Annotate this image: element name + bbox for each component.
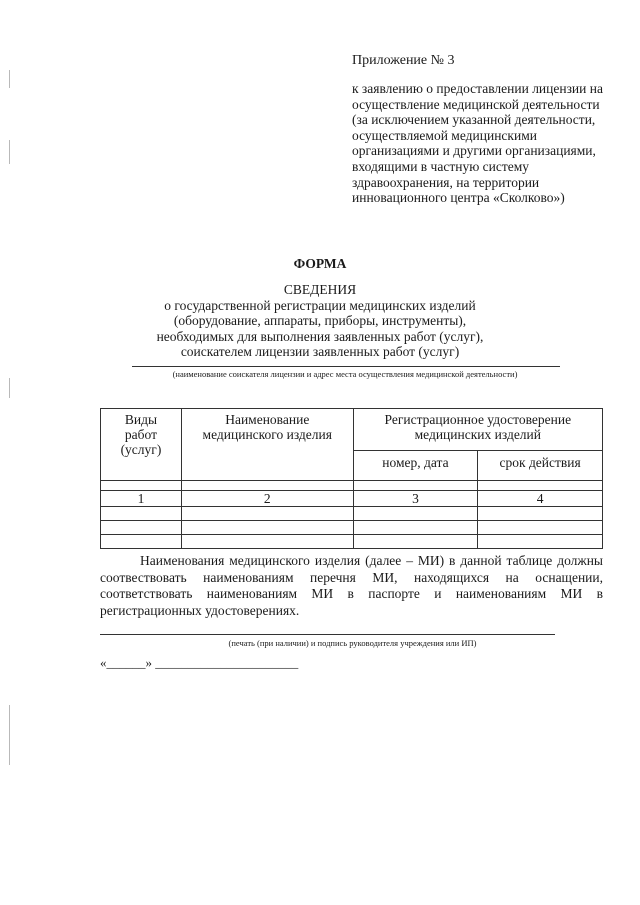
svedeniya-line: о государственной регистрации медицинских изделий [164,297,476,313]
table-cell [181,521,353,535]
col-header-validity: срок действия [478,451,603,481]
svedeniya-block [0,282,640,360]
form-label: ФОРМА [293,256,347,271]
date-line: «______» ______________________ [100,655,299,670]
signature-caption: (печать (при наличии) и подпись руководителя учреждения или ИП) [228,638,477,648]
col-number: 3 [353,491,478,507]
table-cell [101,521,182,535]
col-header-number-date: номер, дата [353,451,478,481]
signature-fill-line [100,634,555,635]
table-cell [353,507,478,521]
col-number: 4 [478,491,603,507]
table-cell [101,507,182,521]
appendix-title: Приложение № 3 [352,53,455,68]
table-cell [353,481,478,491]
svedeniya-line: (оборудование, аппараты, приборы, инструменты), [173,313,467,328]
col-header-registration: Регистрационное удостоверение медицинских изделий [353,409,602,451]
applicant-caption: (наименование соискателя лицензии и адрес места осуществления медицинской деятельности) [172,369,518,379]
col-header-device-name: Наименование медицинского изделия [181,409,353,481]
table-cell [181,481,353,491]
registration-table [100,408,603,549]
table-cell [181,535,353,549]
scan-artifact [9,378,10,398]
intro-paragraph: Наименования медицинского изделия (далее – МИ) в данной таблице должны соотвествовать наименованиям перечня МИ, находящихся на оснащении, соответствовать наименованиям МИ в паспорте и наименованиям МИ в регистрационных удостоверениях. [100,553,603,618]
svedeniya-line: необходимых для выполнения заявленных работ (услуг), [156,328,484,344]
scan-artifact [9,70,10,88]
table-cell [353,535,478,549]
col-header-work-types: Виды работ (услуг) [101,409,182,481]
appendix-body: к заявлению о предоставлении лицензии на осуществление медицинской деятельности (за исключением указанной деятельности, осуществляемой медицинскими организациями и другими организациями, входящими в частную систему здравоохранения, на территории инновационного центра «Сколково») [352,81,603,206]
scan-artifact [9,140,10,164]
col-number: 1 [101,491,182,507]
table-cell [181,507,353,521]
scan-artifact [9,705,10,765]
table-cell [478,481,603,491]
table-cell [353,521,478,535]
svedeniya-line: соискателем лицензии заявленных работ (услуг) [180,344,460,359]
table-cell [101,535,182,549]
table-cell [478,535,603,549]
table-cell [101,481,182,491]
applicant-fill-line [132,366,560,367]
col-number: 2 [181,491,353,507]
table-cell [478,507,603,521]
table-cell [478,521,603,535]
svedeniya-title: СВЕДЕНИЯ [283,282,357,297]
